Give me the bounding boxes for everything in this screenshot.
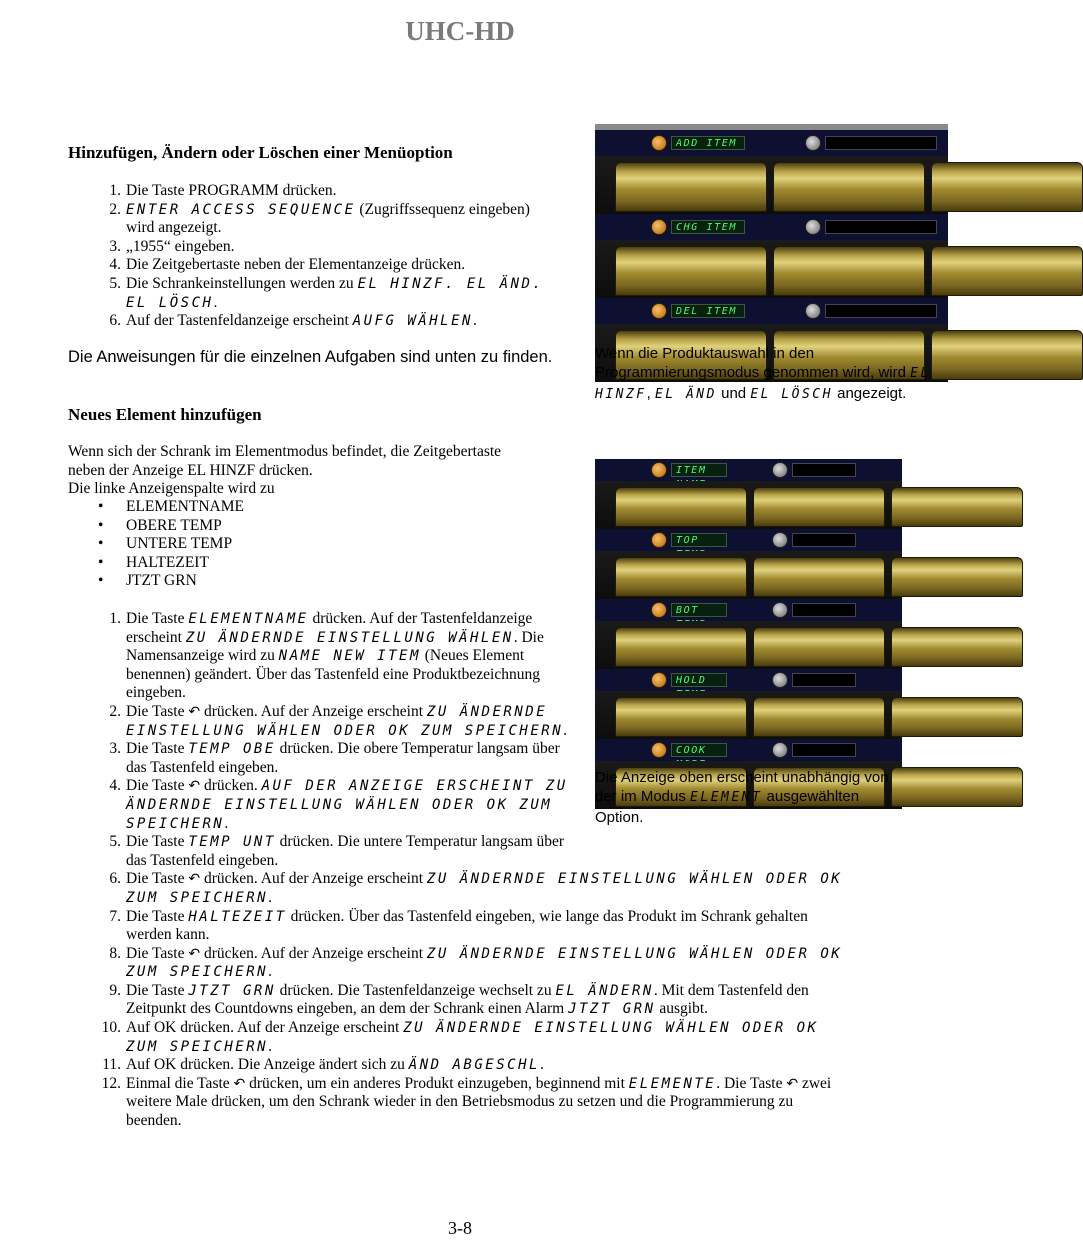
bullet-item: • OBERE TEMP <box>98 516 222 534</box>
step-text: . <box>224 814 229 832</box>
bullet-item: • HALTEZEIT <box>98 553 209 571</box>
step-number: 5. <box>109 833 121 851</box>
step-item <box>101 1019 851 1056</box>
step-text: Auf der Tastenfeldanzeige erscheint <box>126 312 353 330</box>
display-blank <box>792 533 856 547</box>
step-text: drücken. Die obere Temperatur langsam über das Tastenfeld eingeben. <box>126 740 560 776</box>
step-item <box>109 610 581 703</box>
step-text: „1955“ eingeben. <box>126 237 235 255</box>
step-number: 1. <box>109 182 121 199</box>
step-number: 9. <box>109 981 121 999</box>
display-label: COOK <box>671 743 727 757</box>
step-text: . Die Namensanzeige wird zu <box>126 628 544 665</box>
step-number: 2. <box>109 200 121 218</box>
step-number: 4. <box>109 256 121 274</box>
step-number: 10. <box>101 1019 121 1037</box>
step-text: drücken. Auf der Anzeige erscheint <box>200 702 427 720</box>
step-text: . <box>539 1056 544 1074</box>
step-item <box>109 256 556 275</box>
page-header: UHC-HD <box>405 16 515 46</box>
lcd-text: ELEMENTE <box>628 1075 717 1092</box>
lcd-text: EL HINZF. EL ÄND. EL LÖSCH <box>126 275 544 311</box>
lcd-text: ELEMENTNAME <box>188 611 309 627</box>
step-text: . <box>268 963 272 981</box>
step-item <box>109 182 556 201</box>
step-number: 6. <box>109 870 121 888</box>
step-item <box>109 870 846 907</box>
step-number: 5. <box>109 274 121 292</box>
step-item <box>109 312 556 331</box>
step-text: (Zugriffssequenz eingeben) wird angezeigt. <box>126 200 530 237</box>
intro-line: Wenn sich der Schrank im Elementmodus befindet, die Zeitgebertaste <box>68 443 502 460</box>
step-item <box>109 907 851 945</box>
return-arrow-icon: ↶ <box>233 1075 246 1092</box>
step-number: 7. <box>109 907 121 925</box>
step-text: zwei weitere Male drücken, um den Schrank wieder in den Betriebsmodus zu setzen und die Programmierung zu beenden. <box>126 1074 832 1130</box>
food-pan <box>753 487 885 527</box>
step-text: Die Schrankeinstellungen werden zu <box>126 274 358 292</box>
step-item <box>101 1074 851 1131</box>
step-text: . Mit dem Tastenfeld den Zeitpunkt des Countdowns eingeben, an dem der Schrank einen Alarm <box>126 981 809 1018</box>
step-text: . <box>268 888 272 906</box>
step-item <box>109 237 556 257</box>
step-number: 1. <box>109 610 121 627</box>
lcd-text: NAME NEW ITEM <box>278 648 421 665</box>
timer-knob-icon[interactable] <box>805 303 821 319</box>
step-text: Die Taste <box>126 702 189 720</box>
timer-knob-icon[interactable] <box>651 135 667 151</box>
lcd-text: ENTER ACCESS SEQUENCE <box>126 201 356 218</box>
screen-row <box>595 459 902 481</box>
screen-row <box>595 529 902 551</box>
lcd-text: HALTEZEIT <box>188 908 287 925</box>
intro-line: neben der Anzeige EL HINZF drücken. <box>68 461 313 479</box>
food-pan <box>615 557 747 597</box>
step-text: Die Taste <box>126 740 189 758</box>
step-text: Die Taste <box>126 870 189 888</box>
display-blank <box>792 743 856 757</box>
screen-row <box>595 739 902 761</box>
display-label: DEL ITEM <box>671 304 745 318</box>
return-arrow-icon: ↶ <box>188 871 201 888</box>
display-blank <box>792 463 856 477</box>
step-text: drücken, um ein anderes Produkt einzugeben, beginnend mit <box>245 1074 629 1092</box>
step-number: 6. <box>109 312 121 330</box>
pan-row <box>595 621 902 669</box>
lcd-text: ZU ÄNDERNDE EINSTELLUNG WÄHLEN ODER OK ZUM SPEICHERN <box>126 1020 819 1055</box>
step-text: . Die Taste <box>716 1074 787 1092</box>
step-text: Die Taste <box>126 610 189 627</box>
step-item <box>109 944 846 982</box>
display-label: HOLD <box>671 673 727 687</box>
step-text: drücken. Auf der Anzeige erscheint <box>200 870 427 888</box>
step-text: Die Taste <box>126 907 189 925</box>
screen-row <box>595 214 948 240</box>
display-blank <box>825 136 937 150</box>
step-text: Auf OK drücken. Die Anzeige ändert sich zu <box>126 1056 409 1074</box>
food-pan <box>891 627 1023 667</box>
step-item <box>109 740 581 777</box>
step-text: . <box>213 293 218 311</box>
return-arrow-icon: ↶ <box>188 778 201 795</box>
pan-row <box>595 691 902 739</box>
return-arrow-icon: ↶ <box>188 945 201 962</box>
step-item <box>109 833 581 870</box>
food-pan <box>753 627 885 667</box>
step-text: Auf OK drücken. Auf der Anzeige erscheint <box>126 1019 404 1037</box>
lcd-text: ÄND ABGESCHL <box>408 1057 540 1074</box>
food-pan <box>615 162 767 212</box>
instructions-note: Die Anweisungen für die einzelnen Aufgaben sind unten zu finden. <box>68 348 553 366</box>
step-text: Die Taste <box>126 777 189 795</box>
step-text: . <box>563 721 568 739</box>
timer-knob-icon[interactable] <box>772 672 788 688</box>
step-text: Die Taste <box>126 981 189 999</box>
page-number: 3-8 <box>448 1218 472 1238</box>
pan-row <box>595 156 948 214</box>
timer-knob-icon[interactable] <box>651 672 667 688</box>
step-text: drücken. Auf der Tastenfeldanzeige erscheint <box>126 610 533 646</box>
lcd-text: AUFG WÄHLEN <box>352 313 473 330</box>
step-text: Die Taste PROGRAMM drücken. <box>126 182 337 199</box>
food-pan <box>615 627 747 667</box>
lcd-text: AUF DER ANZEIGE ERSCHEINT ZU ÄNDERNDE EINSTELLUNG WÄHLEN ODER OK ZUM SPEICHERN <box>126 778 568 832</box>
lcd-text: ZU ÄNDERNDE EINSTELLUNG WÄHLEN ODER OK ZUM SPEICHERN <box>126 871 843 906</box>
step-number: 8. <box>109 944 121 962</box>
step-number: 4. <box>109 777 121 795</box>
subsection-title: Neues Element hinzufügen <box>68 405 262 424</box>
timer-knob-icon[interactable] <box>651 462 667 478</box>
intro-text <box>68 443 588 499</box>
timer-knob-icon[interactable] <box>772 532 788 548</box>
lcd-text: TEMP OBE <box>188 741 276 758</box>
bullet-item: • JTZT GRN <box>98 572 197 590</box>
timer-knob-icon[interactable] <box>651 219 667 235</box>
lcd-text: ZU ÄNDERNDE EINSTELLUNG WÄHLEN ODER OK ZUM SPEICHERN <box>126 945 843 981</box>
steps-list-1 <box>109 182 556 331</box>
display-label: BOT <box>671 603 727 617</box>
display-label: ITEM <box>671 463 727 477</box>
return-arrow-icon: ↶ <box>786 1075 799 1092</box>
timer-knob-icon[interactable] <box>651 303 667 319</box>
food-pan <box>891 697 1023 737</box>
item-mode-screen-image <box>595 459 902 757</box>
display-label: CHG ITEM <box>671 220 745 234</box>
display-label: TOP <box>671 533 727 547</box>
food-pan <box>931 330 1083 380</box>
step-text: Die Taste <box>126 833 189 851</box>
step-item <box>102 1056 851 1075</box>
step-number: 3. <box>109 740 121 758</box>
step-item <box>109 200 556 238</box>
caption-2: Die Anzeige oben erscheint unabhängig von der im Modus ELEMENT ausgewählten Option. <box>595 769 889 826</box>
timer-knob-icon[interactable] <box>651 742 667 758</box>
bullet-item: • ELEMENTNAME <box>98 498 244 515</box>
screen-row <box>595 669 902 691</box>
lcd-text: JTZT GRN <box>188 982 276 999</box>
food-pan <box>931 162 1083 212</box>
food-pan <box>615 487 747 527</box>
lcd-text: JTZT GRN <box>568 1001 656 1018</box>
display-blank <box>825 304 937 318</box>
step-item <box>109 702 581 740</box>
step-text: Die Zeitgebertaste neben der Elementanzeige drücken. <box>126 256 466 274</box>
timer-knob-icon[interactable] <box>805 219 821 235</box>
step-text: Die Taste <box>126 944 189 962</box>
food-pan <box>753 697 885 737</box>
caption-1: Wenn die Produktauswahl in den Programmierungsmodus genommen wird, wird EL HINZF, EL ÄND und EL LÖSCH angezeigt. <box>595 345 931 402</box>
screen-row <box>595 130 948 156</box>
screen-row <box>595 599 902 621</box>
display-blank <box>825 220 937 234</box>
step-number: 2. <box>109 702 121 720</box>
step-text: drücken. Auf der Anzeige erscheint <box>200 944 427 962</box>
pan-row <box>595 481 902 529</box>
pan-row <box>595 240 948 298</box>
lcd-text: ZU ÄNDERNDE EINSTELLUNG WÄHLEN ODER OK ZUM SPEICHERN <box>126 703 564 739</box>
timer-knob-icon[interactable] <box>651 532 667 548</box>
screen-row <box>595 298 948 324</box>
food-pan <box>773 246 925 296</box>
step-text: . <box>268 1037 272 1055</box>
timer-knob-icon[interactable] <box>805 135 821 151</box>
display-blank <box>792 603 856 617</box>
timer-knob-icon[interactable] <box>651 602 667 618</box>
pan-row <box>595 551 902 599</box>
step-number: 3. <box>109 237 121 255</box>
step-text: Einmal die Taste <box>126 1074 234 1092</box>
food-pan <box>891 557 1023 597</box>
food-pan <box>891 767 1023 807</box>
section-title: Hinzufügen, Ändern oder Löschen einer Menüoption <box>68 143 453 162</box>
step-text: . <box>472 312 477 330</box>
display-label: ADD ITEM <box>671 136 745 150</box>
timer-knob-icon[interactable] <box>772 462 788 478</box>
food-pan <box>615 697 747 737</box>
step-text: drücken. <box>200 777 262 795</box>
bullet-list <box>98 498 244 591</box>
step-text: ausgibt. <box>655 1000 709 1018</box>
food-pan <box>773 162 925 212</box>
lcd-text: EL ÄNDERN <box>555 982 654 999</box>
step-text: drücken. Die Tastenfeldanzeige wechselt zu <box>275 981 556 999</box>
step-item <box>109 981 851 1019</box>
timer-knob-icon[interactable] <box>772 742 788 758</box>
timer-knob-icon[interactable] <box>772 602 788 618</box>
step-text: (Neues Element benennen) geändert. Über das Tastenfeld eine Produktbezeichnung eingeben. <box>126 647 540 702</box>
bullet-item: • UNTERE TEMP <box>98 535 233 553</box>
food-pan <box>891 487 1023 527</box>
programming-mode-screen-image <box>595 124 948 334</box>
step-text: drücken. Die untere Temperatur langsam über das Tastenfeld eingeben. <box>126 833 565 869</box>
food-pan <box>931 246 1083 296</box>
display-blank <box>792 673 856 687</box>
food-pan <box>753 557 885 597</box>
step-text: drücken. Über das Tastenfeld eingeben, wie lange das Produkt im Schrank gehalten werden kann. <box>126 907 808 944</box>
lcd-text: TEMP UNT <box>188 834 276 851</box>
step-item <box>109 777 581 833</box>
step-item <box>109 274 556 312</box>
return-arrow-icon: ↶ <box>188 703 201 720</box>
step-number: 11. <box>102 1056 121 1074</box>
lcd-text: ZU ÄNDERNDE EINSTELLUNG WÄHLEN <box>185 629 514 646</box>
food-pan <box>615 246 767 296</box>
step-number: 12. <box>101 1074 121 1092</box>
intro-line: Die linke Anzeigenspalte wird zu <box>68 480 275 498</box>
